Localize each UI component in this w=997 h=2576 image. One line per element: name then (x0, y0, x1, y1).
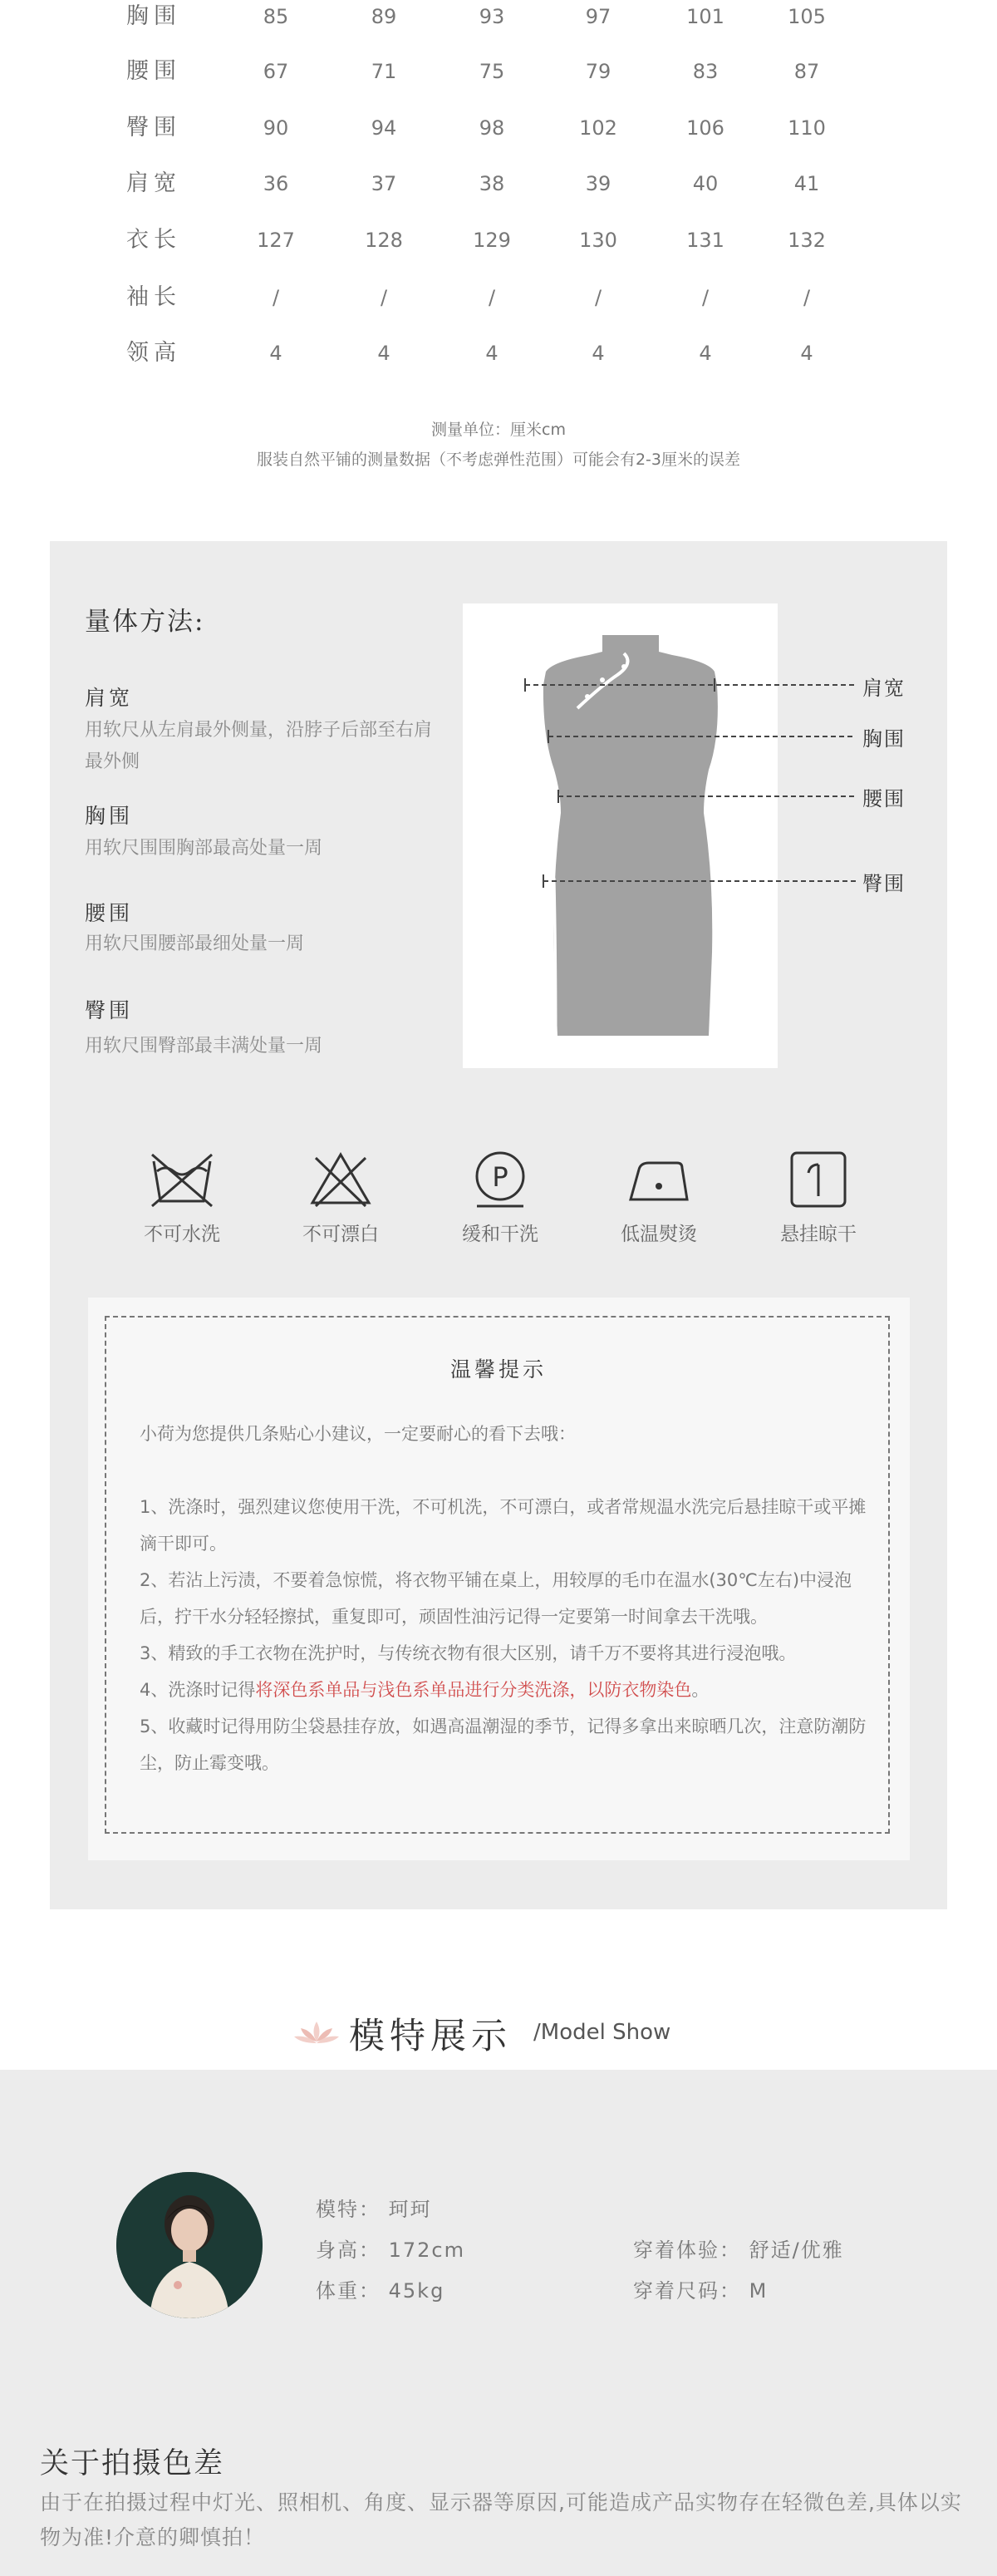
model-experience: 穿着体验： 舒适/优雅 (633, 2239, 844, 2262)
table-cell: 4 (592, 342, 605, 365)
table-row (0, 111, 997, 145)
table-cell: / (803, 286, 811, 309)
figure-tag-shoulder: 肩宽 (862, 677, 906, 700)
measure-desc-hip: 用软尺围臀部最丰满处量一周 (85, 1036, 323, 1057)
tip-item: 5、收藏时记得用防尘袋悬挂存放，如遇高温潮湿的季节，记得多拿出来晾晒几次，注意防潮防尘，防止霉变哦。 (140, 1717, 867, 1773)
tips-title: 温馨提示 (449, 1357, 547, 1382)
table-cell: 87 (793, 60, 820, 83)
model-show-subtitle: /Model Show (533, 2020, 671, 2045)
table-cell: 98 (479, 116, 505, 140)
measure-desc-bust: 用软尺围围胸部最高处量一周 (85, 838, 323, 859)
measure-head-shoulder: 肩宽 (85, 686, 134, 710)
row-label: 臀围 (126, 115, 181, 140)
table-cell: 4 (269, 342, 282, 365)
no-bleach-icon (307, 1150, 374, 1209)
table-cell: 127 (257, 229, 295, 252)
care-label: 低温熨烫 (621, 1224, 697, 1245)
table-row (0, 337, 997, 370)
care-item (764, 1150, 872, 1209)
gentle-dry-clean-icon (467, 1150, 533, 1209)
table-cell: 110 (788, 116, 826, 140)
table-cell: 4 (485, 342, 498, 365)
care-item (605, 1150, 713, 1209)
avatar (116, 2172, 263, 2318)
error-note: 服装自然平铺的测量数据（不考虑弹性范围）可能会有2-3厘米的误差 (256, 451, 741, 469)
svg-text:P: P (492, 1161, 508, 1193)
care-label: 不可漂白 (302, 1224, 379, 1245)
color-diff-text: 由于在拍摄过程中灯光、照相机、角度、显示器等原因,可能造成产品实物存在轻微色差,具体以实物为准!介意的卿慎拍！ (40, 2490, 962, 2549)
table-cell: 4 (377, 342, 390, 365)
unit-note: 测量单位：厘米cm (431, 421, 566, 439)
table-cell: 89 (371, 5, 397, 28)
care-item (287, 1150, 395, 1209)
measure-head-hip: 臀围 (85, 998, 134, 1022)
table-cell: 67 (263, 60, 289, 83)
row-label: 腰围 (126, 58, 181, 84)
no-wash-icon (149, 1150, 215, 1209)
table-cell: / (594, 286, 602, 309)
table-cell: 38 (479, 172, 505, 195)
measure-title: 量体方法: (85, 607, 205, 637)
table-cell: 36 (263, 172, 289, 195)
figure-tag-hip: 臀围 (862, 872, 906, 895)
table-cell: / (488, 286, 496, 309)
table-cell: / (701, 286, 710, 309)
table-cell: 130 (579, 229, 617, 252)
figure-tag-bust: 胸围 (862, 727, 906, 751)
table-cell: 41 (793, 172, 820, 195)
tip-item: 3、精致的手工衣物在洗护时，与传统衣物有很大区别，请千万不要将其进行浸泡哦。 (140, 1643, 797, 1663)
model-name: 模特： 珂珂 (316, 2198, 432, 2221)
table-cell: 37 (371, 172, 397, 195)
table-row (0, 281, 997, 314)
care-item (128, 1150, 236, 1209)
table-cell: 105 (788, 5, 826, 28)
table-cell: 129 (473, 229, 511, 252)
table-cell: / (380, 286, 388, 309)
tip-item: 1、洗涤时，强烈建议您使用干洗，不可机洗，不可漂白，或者常规温水洗完后悬挂晾干或平摊滴干即可。 (140, 1497, 867, 1554)
measure-desc-shoulder: 用软尺从左肩最外侧量，沿脖子后部至右肩最外侧 (85, 720, 433, 772)
table-cell: 4 (800, 342, 813, 365)
table-row (0, 167, 997, 200)
table-cell: 4 (699, 342, 712, 365)
row-label: 领高 (126, 340, 181, 366)
table-cell: 39 (585, 172, 611, 195)
figure-tag-waist: 腰围 (862, 787, 906, 810)
table-cell: 101 (686, 5, 724, 28)
table-cell: 131 (686, 229, 724, 252)
table-cell: 106 (686, 116, 724, 140)
table-cell: 40 (692, 172, 719, 195)
table-cell: 79 (585, 60, 611, 83)
row-label: 衣长 (126, 227, 181, 253)
table-cell: 75 (479, 60, 505, 83)
measure-head-bust: 胸围 (85, 804, 134, 828)
care-label: 不可水洗 (144, 1224, 220, 1245)
table-cell: 132 (788, 229, 826, 252)
model-show-title: 模特展示 (349, 2016, 512, 2057)
table-cell: 85 (263, 5, 289, 28)
low-iron-icon (626, 1150, 692, 1209)
model-size: 穿着尺码： M (633, 2279, 769, 2303)
measure-desc-waist: 用软尺围腰部最细处量一周 (85, 933, 305, 954)
table-cell: 71 (371, 60, 397, 83)
model-weight: 体重： 45kg (316, 2279, 445, 2303)
care-label: 缓和干洗 (462, 1224, 538, 1245)
table-cell: 97 (585, 5, 611, 28)
table-cell: 102 (579, 116, 617, 140)
table-cell: / (272, 286, 280, 309)
care-label: 悬挂晾干 (780, 1224, 857, 1245)
tip-highlight: 将深色系单品与浅色系单品进行分类洗涤，以防衣物染色 (255, 1680, 692, 1700)
table-cell: 94 (371, 116, 397, 140)
measure-lines (515, 665, 864, 898)
table-cell: 93 (479, 5, 505, 28)
model-portrait (116, 2172, 263, 2318)
tip-text: 。 (691, 1680, 710, 1700)
lotus-icon (292, 2018, 341, 2047)
care-item (446, 1150, 554, 1209)
table-cell: 90 (263, 116, 289, 140)
tips-intro: 小荷为您提供几条贴心小建议，一定要耐心的看下去哦： (140, 1424, 576, 1444)
row-label: 袖长 (126, 284, 181, 310)
table-cell: 83 (692, 60, 719, 83)
tip-text: 4、洗涤时记得 (140, 1680, 256, 1700)
tip-item: 2、若沾上污渍，不要着急惊慌，将衣物平铺在桌上，用较厚的毛巾在温水(30℃左右)中浸泡后，拧干水分轻轻擦拭，重复即可，顽固性油污记得一定要第一时间拿去干洗哦。 (140, 1570, 852, 1627)
tip-item (140, 1672, 871, 1708)
hang-dry-icon (785, 1150, 852, 1209)
table-cell: 128 (365, 229, 403, 252)
model-height: 身高： 172cm (316, 2239, 466, 2262)
color-diff-title: 关于拍摄色差 (40, 2447, 225, 2480)
table-row (0, 0, 997, 33)
row-label: 肩宽 (126, 170, 181, 196)
table-row (0, 55, 997, 88)
table-row (0, 224, 997, 257)
row-label: 胸围 (126, 3, 181, 29)
measure-head-waist: 腰围 (85, 901, 134, 925)
